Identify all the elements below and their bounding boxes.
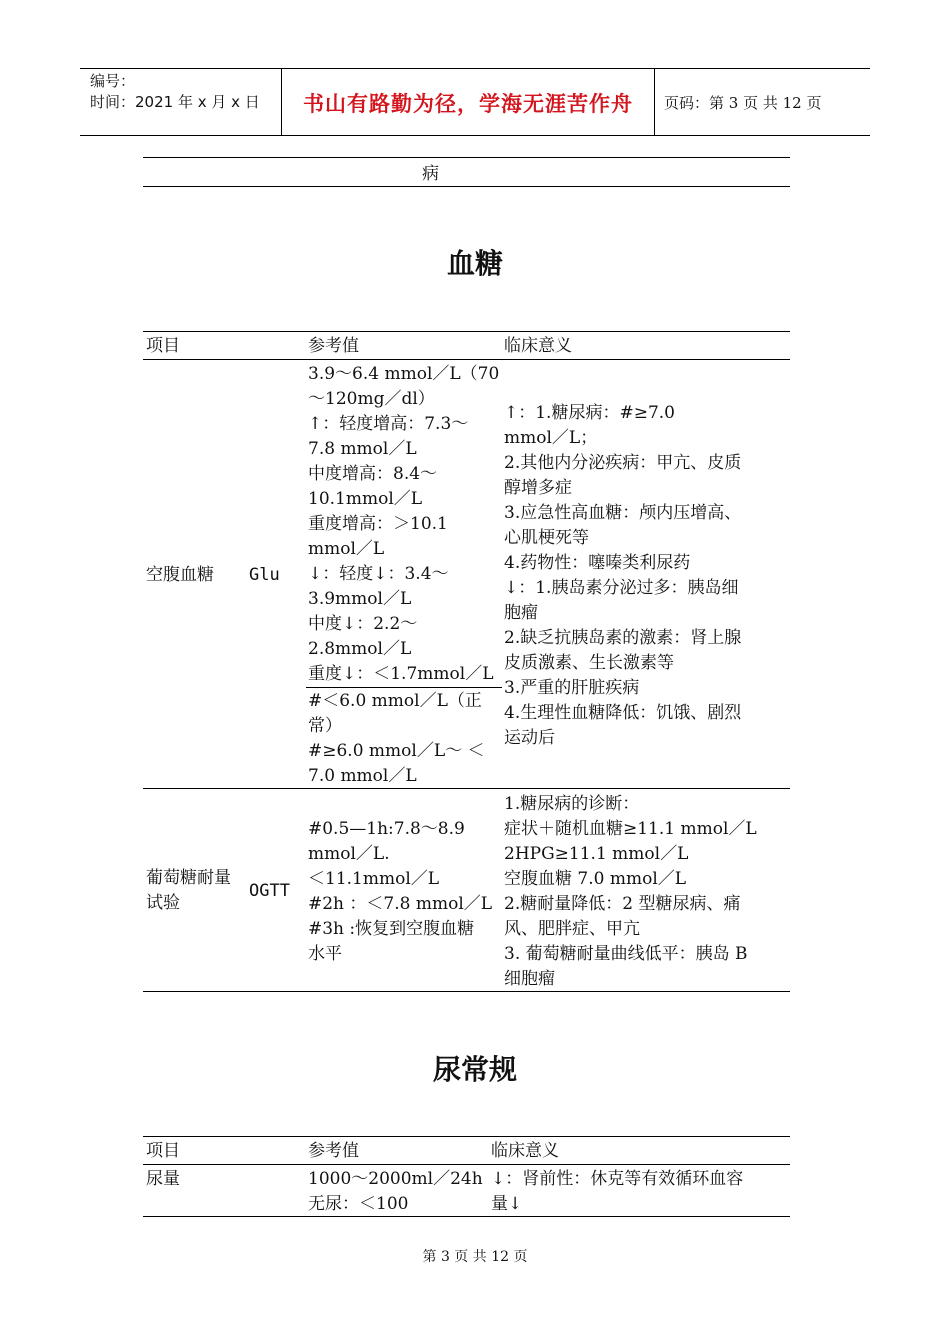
ref-line: 7.0 mmol／L <box>308 766 417 786</box>
urine-col-ref: 参考值 <box>308 1141 359 1161</box>
ref-line: 中度↓：2.2～ <box>308 614 418 634</box>
page-footer: 第 3 页 共 12 页 <box>422 1249 528 1265</box>
urine-row1-meaning <box>491 1167 743 1217</box>
ref-line: 无尿：＜100 <box>308 1194 409 1214</box>
urine-col-item: 项目 <box>146 1141 180 1161</box>
glucose-row1-item: 空腹血糖 <box>146 565 214 585</box>
ref-line: ↓：轻度↓：3.4～ <box>308 564 449 584</box>
header-number: 编号： <box>90 72 136 90</box>
ref-line: mmol／L. <box>308 844 390 864</box>
meaning-line: 空腹血糖 7.0 mmol／L <box>504 869 687 889</box>
ref-line: #0.5—1h:7.8～8.9 <box>308 819 465 839</box>
ref-line: 7.8 mmol／L <box>308 439 417 459</box>
ref-line: 重度↓：＜1.7mmol／L <box>308 664 494 684</box>
glucose-row1-reference-upper <box>308 362 499 687</box>
urine-table-bottom-rule <box>143 1216 790 1217</box>
glucose-row2-meaning <box>504 792 757 992</box>
header-meta <box>90 71 260 113</box>
meaning-line: 3. 葡萄糖耐量曲线低平：胰岛 B <box>504 944 748 964</box>
glucose-row2-item <box>146 866 231 916</box>
section-title-glucose: 血糖 <box>446 247 503 280</box>
meaning-line: mmol／L； <box>504 428 598 448</box>
meaning-line: 1.糖尿病的诊断： <box>504 794 640 814</box>
meaning-line: ↑：1.糖尿病：#≥7.0 <box>504 403 675 423</box>
page-header <box>80 68 870 136</box>
header-divider-right <box>654 69 655 135</box>
glucose-col-item: 项目 <box>146 336 180 356</box>
glucose-col-meaning: 临床意义 <box>504 336 572 356</box>
ref-line: 水平 <box>308 944 342 964</box>
section-title-urine: 尿常规 <box>432 1053 517 1086</box>
glucose-table-top-rule <box>143 331 790 332</box>
meaning-line: 2.缺乏抗胰岛素的激素：肾上腺 <box>504 628 742 648</box>
meaning-line: 胞瘤 <box>504 603 538 623</box>
ref-line: #≥6.0 mmol／L～ ＜ <box>308 741 485 761</box>
meaning-line: ↓：1.胰岛素分泌过多：胰岛细 <box>504 578 739 598</box>
ref-line: ↑：轻度增高：7.3～ <box>308 414 469 434</box>
urine-row1-item: 尿量 <box>146 1169 180 1189</box>
meaning-line: 2HPG≥11.1 mmol／L <box>504 844 689 864</box>
meaning-line: 症状＋随机血糖≥11.1 mmol／L <box>504 819 757 839</box>
item-line: 试验 <box>146 893 180 913</box>
urine-col-meaning: 临床意义 <box>491 1141 559 1161</box>
meaning-line: 醇增多症 <box>504 478 572 498</box>
glucose-row2-abbr: OGTT <box>249 881 290 901</box>
meaning-line: 4.生理性血糖降低：饥饿、剧烈 <box>504 703 742 723</box>
meaning-line: 心肌梗死等 <box>504 528 589 548</box>
meaning-line: 3.应急性高血糖：颅内压增高、 <box>504 503 742 523</box>
ref-line: 3.9mmol／L <box>308 589 412 609</box>
meaning-line: 4.药物性：噻嗪类利尿药 <box>504 553 691 573</box>
header-page-info: 页码：第 3 页 共 12 页 <box>664 94 822 112</box>
ref-line: 1000～2000ml／24h <box>308 1169 483 1189</box>
header-motto: 书山有路勤为径，学海无涯苦作舟 <box>303 91 633 116</box>
glucose-row1-abbr: Glu <box>249 565 280 585</box>
meaning-line: 3.严重的肝脏疾病 <box>504 678 640 698</box>
glucose-row1-reference-lower <box>308 689 485 789</box>
glucose-row1-inner-rule <box>306 687 502 688</box>
item-line: 葡萄糖耐量 <box>146 868 231 888</box>
ref-line: 3.9～6.4 mmol／L（70 <box>308 364 500 384</box>
ref-line: 常） <box>308 716 342 736</box>
urine-table-top-rule <box>143 1136 790 1137</box>
prev-table-top-rule <box>143 157 790 158</box>
glucose-table-bottom-rule <box>143 991 790 992</box>
glucose-row1-meaning <box>504 401 741 751</box>
prev-row-text: 病 <box>422 164 439 184</box>
ref-line: 重度增高：＞10.1 <box>308 514 448 534</box>
ref-line: #3h :恢复到空腹血糖 <box>308 919 475 939</box>
ref-line: ＜11.1mmol／L <box>308 869 440 889</box>
meaning-line: 细胞瘤 <box>504 969 555 989</box>
ref-line: 中度增高：8.4～ <box>308 464 438 484</box>
meaning-line: ↓：肾前性：休克等有效循环血容 <box>491 1169 744 1189</box>
ref-line: 10.1mmol／L <box>308 489 423 509</box>
meaning-line: 风、肥胖症、甲亢 <box>504 919 640 939</box>
meaning-line: 运动后 <box>504 728 555 748</box>
glucose-row2-reference <box>308 817 492 967</box>
header-time: 时间：2021 年 x 月 x 日 <box>90 93 260 111</box>
urine-row1-reference <box>308 1167 483 1217</box>
ref-line: mmol／L <box>308 539 385 559</box>
ref-line: 2.8mmol／L <box>308 639 412 659</box>
glucose-header-rule <box>143 359 790 360</box>
ref-line: ～120mg／dl） <box>308 389 435 409</box>
prev-table-bottom-rule <box>143 186 790 187</box>
meaning-line: 皮质激素、生长激素等 <box>504 653 674 673</box>
meaning-line: 量↓ <box>491 1194 523 1214</box>
ref-line: #2h ：＜7.8 mmol／L <box>308 894 493 914</box>
meaning-line: 2.糖耐量降低：2 型糖尿病、痛 <box>504 894 741 914</box>
meaning-line: 2.其他内分泌疾病：甲亢、皮质 <box>504 453 742 473</box>
glucose-row-divider <box>143 788 790 789</box>
ref-line: #＜6.0 mmol／L（正 <box>308 691 482 711</box>
glucose-col-ref: 参考值 <box>308 336 359 356</box>
urine-header-rule <box>143 1164 790 1165</box>
